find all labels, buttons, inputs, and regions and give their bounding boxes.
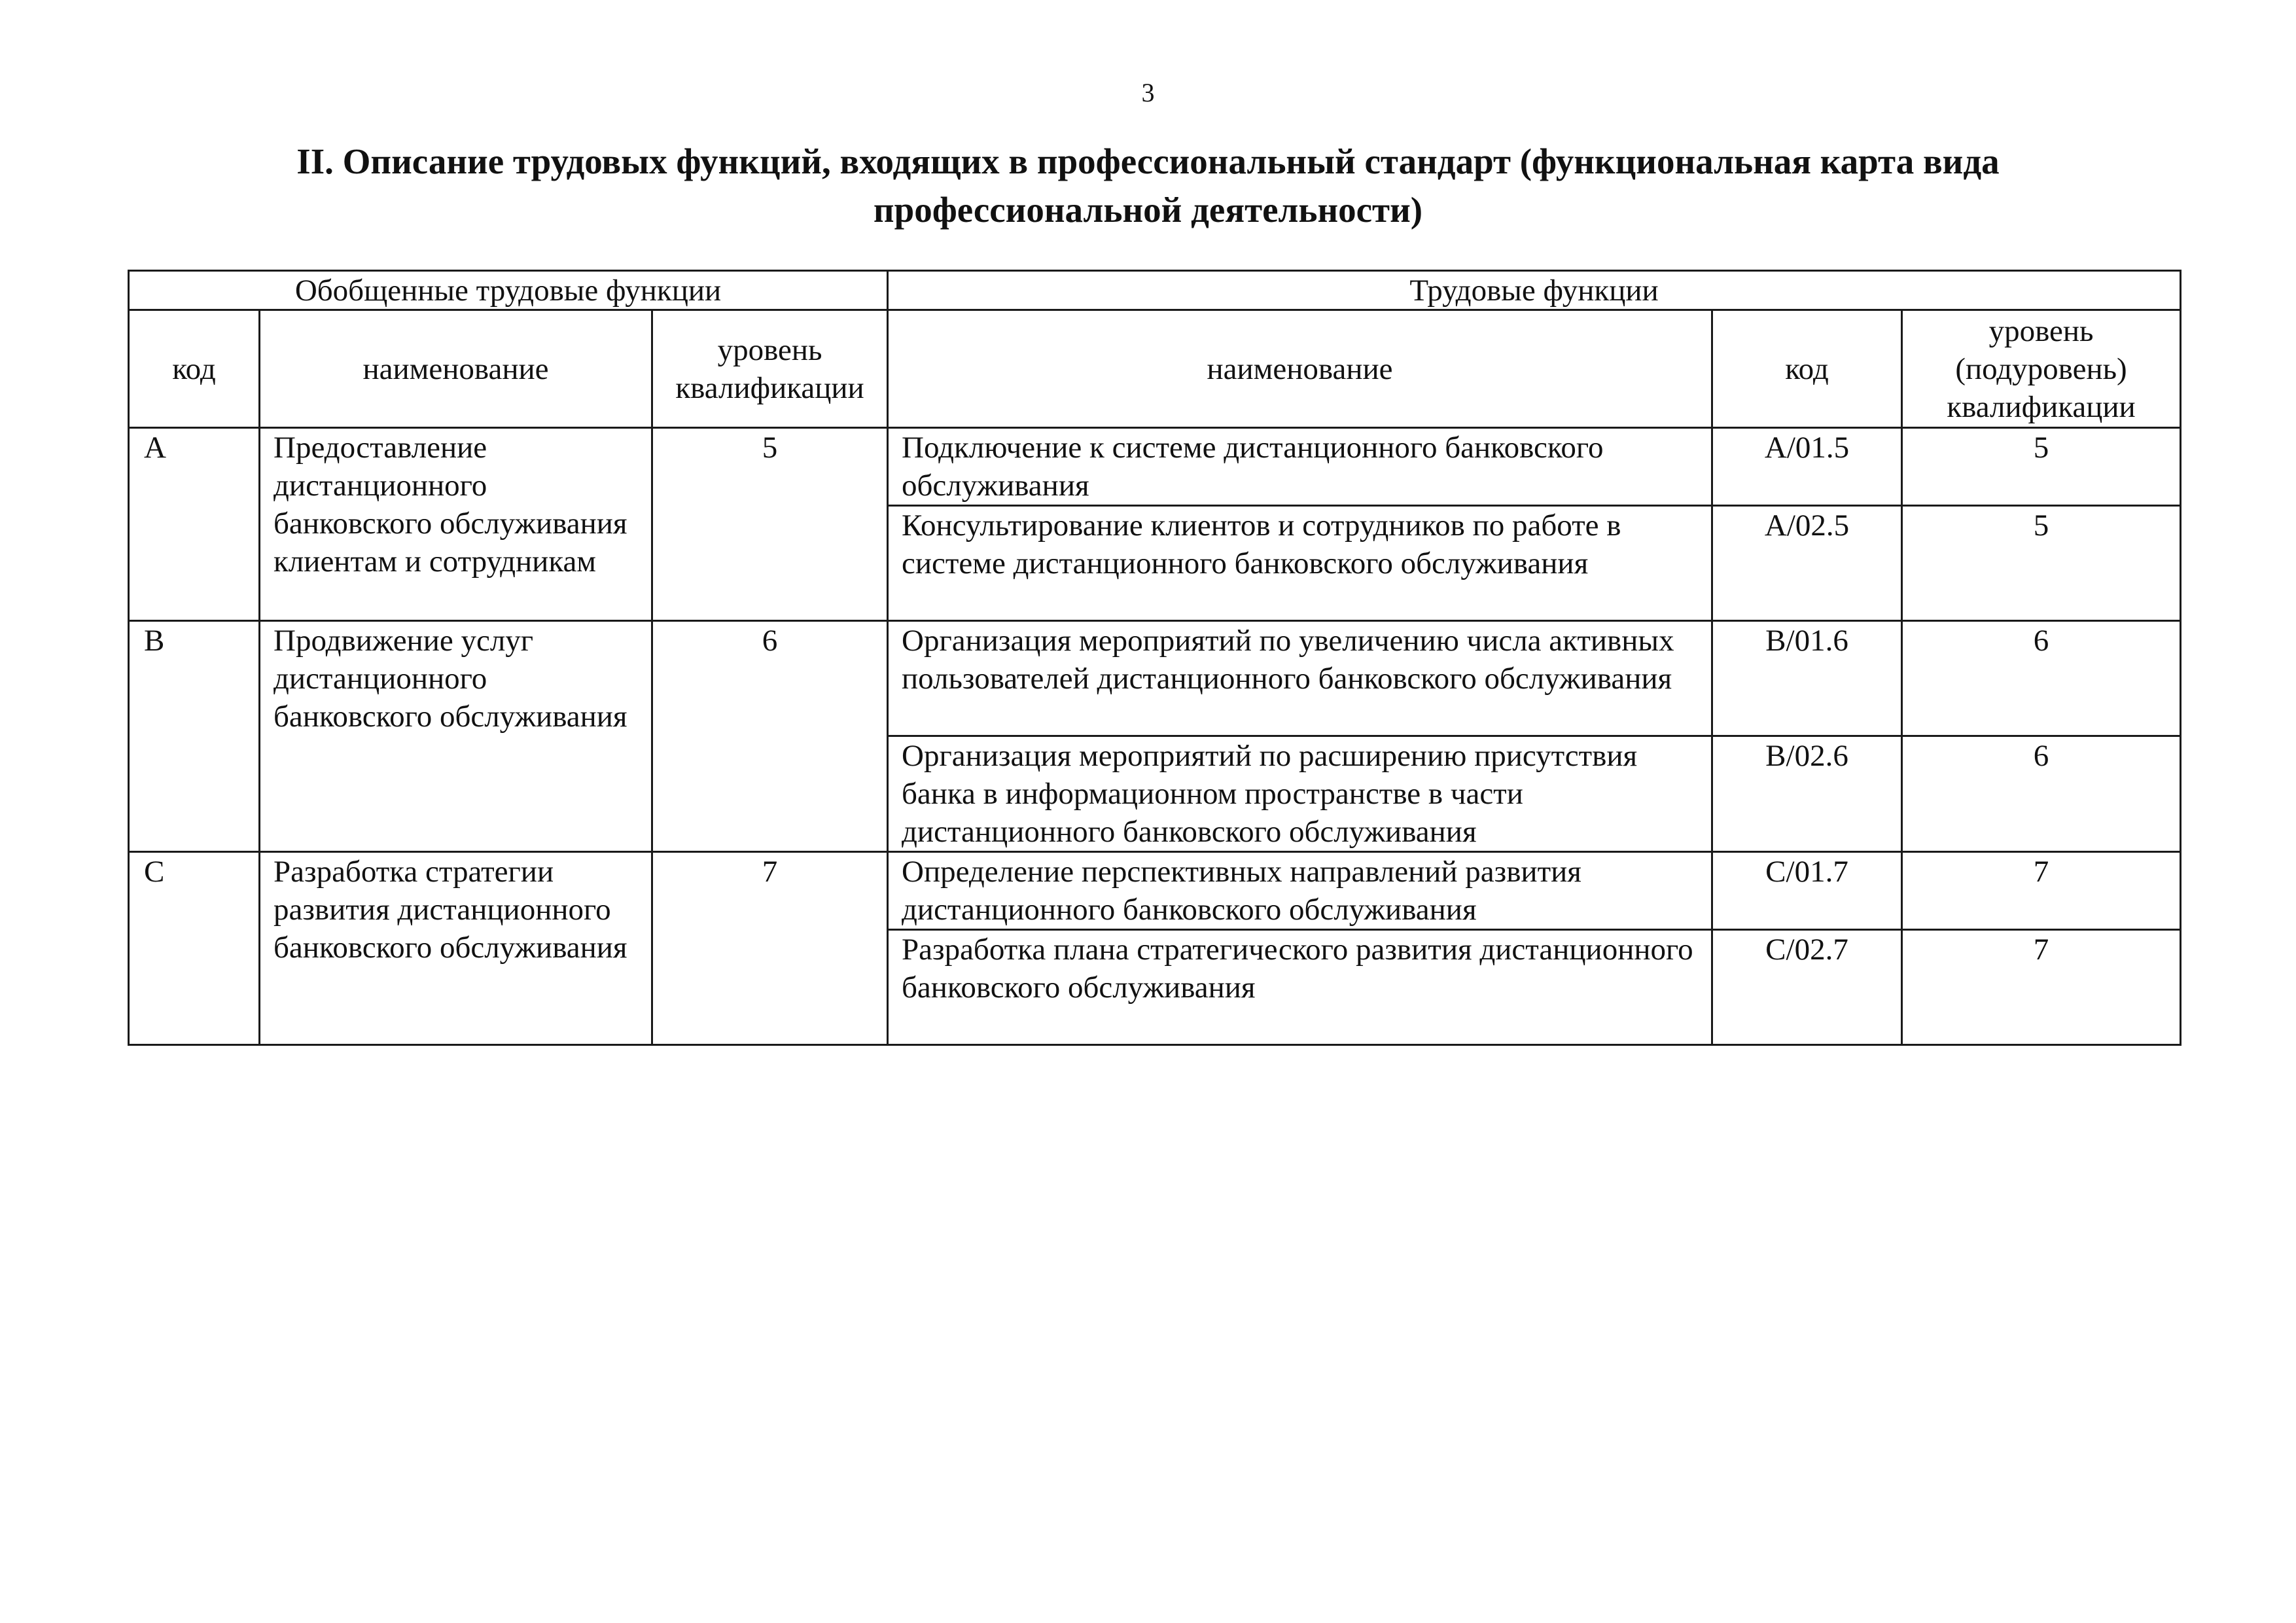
fn-code-cell: C/01.7: [1712, 852, 1902, 930]
group-header-generalized: Обобщенные трудовые функции: [129, 271, 888, 310]
fn-level-cell: 6: [1902, 621, 2181, 736]
fn-code-cell: C/02.7: [1712, 930, 1902, 1045]
fn-name-cell: Разработка плана стратегического развития дистанционного банковского обслуживания: [888, 930, 1712, 1045]
fn-level-cell: 7: [1902, 852, 2181, 930]
column-header-row: [129, 310, 2181, 428]
gen-code-cell: C: [129, 852, 260, 1045]
table-row: [129, 852, 2181, 930]
gen-code-cell: A: [129, 428, 260, 621]
column-header-gen-level: уровень квалификации: [652, 310, 888, 428]
functional-map-table: [128, 270, 2181, 1046]
section-title: [196, 137, 2100, 234]
column-header-fn-level: уровень (подуровень) квалификации: [1902, 310, 2181, 428]
fn-level-cell: 5: [1902, 428, 2181, 506]
section-title-line-2: профессиональной деятельности): [873, 190, 1423, 230]
column-header-gen-code: код: [129, 310, 260, 428]
fn-level-cell: 5: [1902, 506, 2181, 621]
group-header-row: [129, 271, 2181, 310]
gen-level-cell: 7: [652, 852, 888, 1045]
gen-level-cell: 6: [652, 621, 888, 852]
functional-map-table-wrapper: [128, 270, 2180, 1046]
fn-name-cell: Организация мероприятий по увеличению числа активных пользователей дистанционного банковского обслуживания: [888, 621, 1712, 736]
fn-name-cell: Организация мероприятий по расширению присутствия банка в информационном пространстве в части дистанционного банковского обслуживания: [888, 736, 1712, 852]
fn-name-cell: Подключение к системе дистанционного банковского обслуживания: [888, 428, 1712, 506]
gen-name-cell: Продвижение услуг дистанционного банковского обслуживания: [260, 621, 652, 852]
column-header-fn-code: код: [1712, 310, 1902, 428]
column-header-fn-name: наименование: [888, 310, 1712, 428]
page-number: 3: [1141, 78, 1155, 107]
column-header-gen-name: наименование: [260, 310, 652, 428]
fn-code-cell: B/02.6: [1712, 736, 1902, 852]
fn-level-cell: 6: [1902, 736, 2181, 852]
gen-level-cell: 5: [652, 428, 888, 621]
gen-code-cell: B: [129, 621, 260, 852]
gen-name-cell: Предоставление дистанционного банковского обслуживания клиентам и сотрудникам: [260, 428, 652, 621]
table-row: [129, 621, 2181, 736]
gen-name-cell: Разработка стратегии развития дистанционного банковского обслуживания: [260, 852, 652, 1045]
fn-code-cell: B/01.6: [1712, 621, 1902, 736]
fn-name-cell: Определение перспективных направлений развития дистанционного банковского обслуживания: [888, 852, 1712, 930]
fn-code-cell: A/01.5: [1712, 428, 1902, 506]
group-header-functions: Трудовые функции: [888, 271, 2181, 310]
section-title-line-1: II. Описание трудовых функций, входящих в профессиональный стандарт (функциональная карта вида: [296, 141, 2000, 181]
table-row: [129, 428, 2181, 506]
fn-code-cell: A/02.5: [1712, 506, 1902, 621]
fn-name-cell: Консультирование клиентов и сотрудников по работе в системе дистанционного банковского обслуживания: [888, 506, 1712, 621]
fn-level-cell: 7: [1902, 930, 2181, 1045]
